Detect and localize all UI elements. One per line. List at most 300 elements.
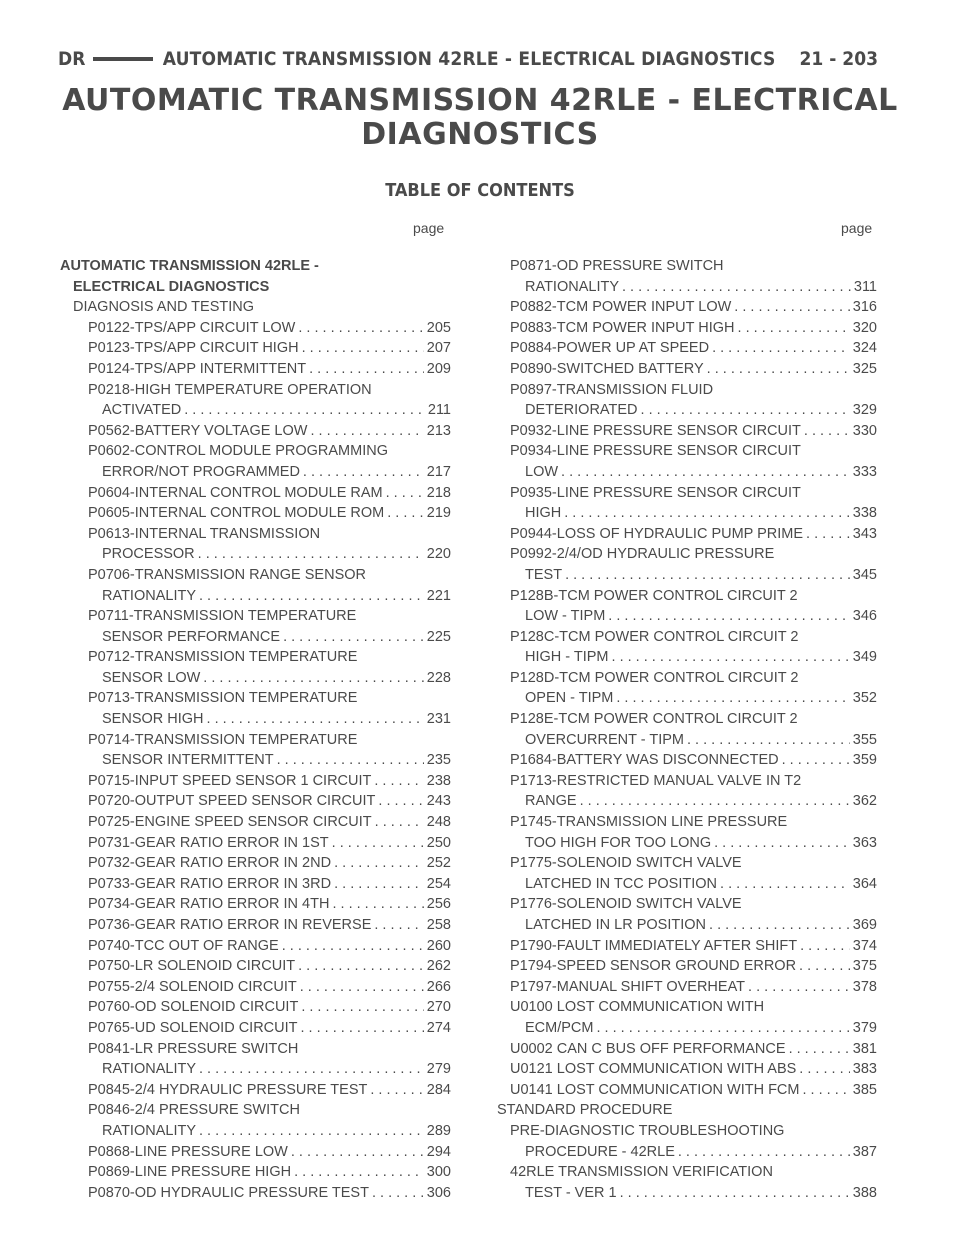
toc-entry-title: P0750-LR SOLENOID CIRCUIT xyxy=(88,958,296,975)
toc-entry[interactable] xyxy=(60,1162,451,1183)
toc-entry-page: 284 xyxy=(426,1081,451,1098)
toc-dot-leader xyxy=(277,750,424,771)
toc-entry-title: SENSOR INTERMITTENT xyxy=(102,752,274,769)
toc-entry-page: 217 xyxy=(426,463,451,480)
toc-dot-leader xyxy=(707,359,850,380)
toc-entry-title: P0733-GEAR RATIO ERROR IN 3RD xyxy=(88,875,332,892)
toc-dot-leader xyxy=(712,338,850,359)
toc-entry[interactable] xyxy=(497,730,877,751)
toc-entry[interactable] xyxy=(60,977,451,998)
toc-entry-title: HIGH - TIPM xyxy=(525,649,609,666)
toc-entry-title: P128B-TCM POWER CONTROL CIRCUIT 2 xyxy=(510,587,798,604)
toc-entry[interactable] xyxy=(60,400,451,421)
toc-dot-leader xyxy=(678,1142,850,1163)
toc-entry[interactable] xyxy=(60,668,451,689)
toc-entry-title: TEST - VER 1 xyxy=(525,1184,617,1201)
toc-dot-leader xyxy=(734,297,850,318)
toc-entry-page: 231 xyxy=(426,711,451,728)
toc-entry[interactable] xyxy=(60,503,451,524)
toc-entry-page: 209 xyxy=(426,360,451,377)
toc-entry[interactable] xyxy=(497,1080,877,1101)
toc-entry[interactable] xyxy=(497,606,877,627)
toc-dot-leader xyxy=(303,462,424,483)
toc-entry-page: 221 xyxy=(426,587,451,604)
toc-dot-leader xyxy=(301,997,423,1018)
toc-entry-title: P0944-LOSS OF HYDRAULIC PUMP PRIME xyxy=(510,525,804,542)
toc-dot-leader xyxy=(301,1018,424,1039)
toc-entry-title: STANDARD PROCEDURE xyxy=(497,1102,673,1119)
toc-entry[interactable] xyxy=(60,462,451,483)
toc-entry-page: 260 xyxy=(426,937,451,954)
toc-entry-title: P0725-ENGINE SPEED SENSOR CIRCUIT xyxy=(88,814,372,831)
toc-entry-title: P1745-TRANSMISSION LINE PRESSURE xyxy=(510,814,788,831)
toc-entry-title: P0604-INTERNAL CONTROL MODULE RAM xyxy=(88,484,383,501)
toc-entry-title: P0882-TCM POWER INPUT LOW xyxy=(510,299,732,316)
left-page-label: page xyxy=(413,220,445,236)
toc-entry[interactable] xyxy=(497,936,877,957)
toc-entry[interactable] xyxy=(60,936,451,957)
toc-entry[interactable] xyxy=(60,256,451,277)
toc-entry-title: P1684-BATTERY WAS DISCONNECTED xyxy=(510,752,779,769)
toc-entry-title: PROCESSOR xyxy=(102,546,195,563)
toc-entry[interactable] xyxy=(60,380,451,401)
toc-dot-leader xyxy=(283,627,424,648)
toc-dot-leader xyxy=(298,318,423,339)
toc-dot-leader xyxy=(714,833,850,854)
toc-entry[interactable] xyxy=(60,318,451,339)
toc-entry-title: P0712-TRANSMISSION TEMPERATURE xyxy=(88,649,358,666)
toc-entry[interactable] xyxy=(497,256,877,277)
toc-entry[interactable] xyxy=(60,750,451,771)
toc-entry-title: LATCHED IN TCC POSITION xyxy=(525,875,718,892)
toc-entry-title: P1794-SPEED SENSOR GROUND ERROR xyxy=(510,958,797,975)
toc-dot-leader xyxy=(370,1080,423,1101)
page-header xyxy=(58,44,878,74)
toc-entry-title: P0765-UD SOLENOID CIRCUIT xyxy=(88,1019,298,1036)
toc-entry-title: RANGE xyxy=(525,793,577,810)
toc-entry-page: 250 xyxy=(426,834,451,851)
toc-entry[interactable] xyxy=(60,874,451,895)
toc-dot-leader xyxy=(748,977,850,998)
toc-entry[interactable] xyxy=(497,647,877,668)
toc-dot-leader xyxy=(309,359,424,380)
toc-entry-title: OVERCURRENT - TIPM xyxy=(525,731,684,748)
toc-entry[interactable] xyxy=(497,400,877,421)
toc-dot-leader xyxy=(372,1183,424,1204)
toc-entry[interactable] xyxy=(497,565,877,586)
toc-entry[interactable] xyxy=(60,709,451,730)
toc-entry-title: RATIONALITY xyxy=(525,278,619,295)
toc-dot-leader xyxy=(799,1059,850,1080)
toc-entry[interactable] xyxy=(60,1080,451,1101)
toc-heading: TABLE OF CONTENTS xyxy=(385,180,575,201)
toc-dot-leader xyxy=(561,462,850,483)
toc-entry-title: P1797-MANUAL SHIFT OVERHEAT xyxy=(510,978,746,995)
toc-entry-page: 274 xyxy=(426,1019,451,1036)
toc-entry[interactable] xyxy=(60,771,451,792)
toc-entry-title: ECM/PCM xyxy=(525,1019,594,1036)
toc-entry-title: TEST xyxy=(525,566,563,583)
toc-dot-leader xyxy=(374,771,423,792)
toc-dot-leader xyxy=(387,503,424,524)
toc-entry-title: P0123-TPS/APP CIRCUIT HIGH xyxy=(88,340,299,357)
toc-entry-title: ACTIVATED xyxy=(102,402,182,419)
toc-entry[interactable] xyxy=(60,1100,451,1121)
toc-entry[interactable] xyxy=(60,421,451,442)
toc-entry-title: SENSOR LOW xyxy=(102,669,201,686)
toc-dot-leader xyxy=(789,1039,850,1060)
toc-entry-page: 213 xyxy=(426,422,451,439)
toc-entry-title: P1776-SOLENOID SWITCH VALVE xyxy=(510,896,742,913)
toc-entry-page: 338 xyxy=(852,505,877,522)
toc-entry-page: 205 xyxy=(426,319,451,336)
toc-entry-title: P0870-OD HYDRAULIC PRESSURE TEST xyxy=(88,1184,369,1201)
toc-dot-leader xyxy=(334,853,424,874)
toc-entry[interactable] xyxy=(60,1059,451,1080)
document-title-line-2: DIAGNOSTICS xyxy=(361,117,599,152)
toc-entry-page: 262 xyxy=(426,958,451,975)
toc-entry[interactable] xyxy=(60,1121,451,1142)
toc-entry-page: 387 xyxy=(852,1143,877,1160)
toc-entry[interactable] xyxy=(60,1039,451,1060)
toc-entry-title: P0845-2/4 HYDRAULIC PRESSURE TEST xyxy=(88,1081,368,1098)
right-page-label: page xyxy=(841,220,873,236)
toc-dot-leader xyxy=(622,277,851,298)
toc-entry[interactable] xyxy=(497,956,877,977)
toc-entry-title: P0932-LINE PRESSURE SENSOR CIRCUIT xyxy=(510,422,801,439)
toc-entry-title: LOW - TIPM xyxy=(525,608,606,625)
toc-dot-leader xyxy=(564,503,850,524)
toc-entry-page: 228 xyxy=(426,669,451,686)
toc-dot-leader xyxy=(782,750,850,771)
toc-entry-title: P0731-GEAR RATIO ERROR IN 1ST xyxy=(88,834,329,851)
toc-right-column xyxy=(497,256,877,1203)
toc-entry-page: 306 xyxy=(426,1184,451,1201)
toc-dot-leader xyxy=(300,977,424,998)
toc-entry-title: RATIONALITY xyxy=(102,587,196,604)
toc-entry-page: 363 xyxy=(852,834,877,851)
toc-entry-title: P128E-TCM POWER CONTROL CIRCUIT 2 xyxy=(510,711,798,728)
toc-entry-title: HIGH xyxy=(525,505,562,522)
toc-entry-title: TOO HIGH FOR TOO LONG xyxy=(525,834,712,851)
toc-dot-leader xyxy=(720,874,850,895)
toc-entry-title: P0713-TRANSMISSION TEMPERATURE xyxy=(88,690,358,707)
toc-entry[interactable] xyxy=(497,977,877,998)
toc-dot-leader xyxy=(612,647,850,668)
toc-entry-page: 333 xyxy=(852,463,877,480)
toc-entry[interactable] xyxy=(60,359,451,380)
toc-entry[interactable] xyxy=(497,997,877,1018)
toc-entry-title: P0602-CONTROL MODULE PROGRAMMING xyxy=(88,443,388,460)
toc-entry-title: P0711-TRANSMISSION TEMPERATURE xyxy=(88,608,357,625)
toc-entry[interactable] xyxy=(497,1121,877,1142)
toc-entry[interactable] xyxy=(60,956,451,977)
toc-entry-page: 316 xyxy=(852,299,877,316)
toc-entry-title: P0871-OD PRESSURE SWITCH xyxy=(510,258,724,274)
toc-entry-page: 235 xyxy=(426,752,451,769)
toc-entry-title: ELECTRICAL DIAGNOSTICS xyxy=(73,278,270,295)
toc-entry[interactable] xyxy=(497,524,877,545)
toc-dot-leader xyxy=(207,709,424,730)
toc-entry-title: P0841-LR PRESSURE SWITCH xyxy=(88,1040,299,1057)
toc-dot-leader xyxy=(332,894,423,915)
toc-entry-title: RATIONALITY xyxy=(102,1122,196,1139)
toc-entry-title: U0100 LOST COMMUNICATION WITH xyxy=(510,999,765,1016)
toc-entry[interactable] xyxy=(60,565,451,586)
header-section-code: DR xyxy=(58,48,86,70)
toc-entry[interactable] xyxy=(497,1183,877,1204)
toc-entry[interactable] xyxy=(60,791,451,812)
toc-entry-page: 320 xyxy=(852,319,877,336)
toc-entry[interactable] xyxy=(497,668,877,689)
toc-entry-title: P0720-OUTPUT SPEED SENSOR CIRCUIT xyxy=(88,793,376,810)
toc-dot-leader xyxy=(804,421,850,442)
toc-entry-page: 388 xyxy=(852,1184,877,1201)
toc-entry-title: AUTOMATIC TRANSMISSION 42RLE - xyxy=(60,258,319,274)
toc-entry[interactable] xyxy=(497,709,877,730)
toc-entry-page: 329 xyxy=(852,402,877,419)
header-page-number: 21 - 203 xyxy=(799,48,878,70)
toc-entry-title: P0884-POWER UP AT SPEED xyxy=(510,340,710,357)
toc-entry-title: P0846-2/4 PRESSURE SWITCH xyxy=(88,1102,300,1119)
toc-entry-page: 355 xyxy=(852,731,877,748)
toc-entry[interactable] xyxy=(60,627,451,648)
toc-dot-leader xyxy=(302,338,424,359)
toc-dot-leader xyxy=(800,936,850,957)
document-title xyxy=(0,84,960,152)
toc-entry[interactable] xyxy=(497,318,877,339)
toc-entry[interactable] xyxy=(497,750,877,771)
toc-entry[interactable] xyxy=(60,441,451,462)
toc-entry-title: P0890-SWITCHED BATTERY xyxy=(510,360,704,377)
toc-entry-page: 266 xyxy=(426,978,451,995)
toc-dot-leader xyxy=(799,956,850,977)
toc-entry-page: 300 xyxy=(426,1164,451,1181)
toc-entry-page: 374 xyxy=(852,937,877,954)
toc-entry-title: P0714-TRANSMISSION TEMPERATURE xyxy=(88,731,358,748)
toc-entry-title: P0605-INTERNAL CONTROL MODULE ROM xyxy=(88,505,385,522)
toc-entry[interactable] xyxy=(497,1100,877,1121)
toc-entry[interactable] xyxy=(497,544,877,565)
toc-entry-title: P0883-TCM POWER INPUT HIGH xyxy=(510,319,735,336)
toc-entry[interactable] xyxy=(497,874,877,895)
toc-entry[interactable] xyxy=(497,627,877,648)
toc-entry-page: 349 xyxy=(852,649,877,666)
toc-entry-title: P0992-2/4/OD HYDRAULIC PRESSURE xyxy=(510,546,775,563)
toc-entry-title: PROCEDURE - 42RLE xyxy=(525,1143,675,1160)
toc-entry-title: 42RLE TRANSMISSION VERIFICATION xyxy=(510,1164,773,1181)
toc-entry-page: 343 xyxy=(852,525,877,542)
toc-entry-title: P1790-FAULT IMMEDIATELY AFTER SHIFT xyxy=(510,937,798,954)
toc-dot-leader xyxy=(608,606,850,627)
toc-dot-leader xyxy=(616,688,849,709)
toc-entry-title: U0121 LOST COMMUNICATION WITH ABS xyxy=(510,1061,797,1078)
toc-entry-page: 330 xyxy=(852,422,877,439)
toc-entry[interactable] xyxy=(60,833,451,854)
toc-dot-leader xyxy=(310,421,423,442)
toc-dot-leader xyxy=(386,483,424,504)
toc-entry[interactable] xyxy=(497,915,877,936)
toc-entry[interactable] xyxy=(497,483,877,504)
toc-entry[interactable] xyxy=(60,606,451,627)
toc-entry-title: P0218-HIGH TEMPERATURE OPERATION xyxy=(88,381,372,398)
toc-entry-page: 324 xyxy=(852,340,877,357)
toc-dot-leader xyxy=(291,1142,424,1163)
toc-entry-page: 254 xyxy=(426,875,451,892)
toc-entry-title: P0706-TRANSMISSION RANGE SENSOR xyxy=(88,566,366,583)
toc-entry[interactable] xyxy=(497,1059,877,1080)
toc-entry[interactable] xyxy=(60,277,451,298)
toc-entry[interactable] xyxy=(60,1142,451,1163)
toc-entry[interactable] xyxy=(60,853,451,874)
toc-entry-page: 383 xyxy=(852,1061,877,1078)
toc-dot-leader xyxy=(806,524,850,545)
toc-entry-page: 379 xyxy=(852,1019,877,1036)
toc-entry[interactable] xyxy=(497,380,877,401)
toc-left-column xyxy=(60,256,451,1203)
toc-entry-title: OPEN - TIPM xyxy=(525,690,614,707)
toc-entry[interactable] xyxy=(60,688,451,709)
toc-entry-page: 325 xyxy=(852,360,877,377)
toc-entry[interactable] xyxy=(60,730,451,751)
toc-entry-title: P0760-OD SOLENOID CIRCUIT xyxy=(88,999,299,1016)
toc-entry-title: P0736-GEAR RATIO ERROR IN REVERSE xyxy=(88,917,372,933)
toc-entry[interactable] xyxy=(60,997,451,1018)
toc-dot-leader xyxy=(738,318,850,339)
toc-entry-page: 375 xyxy=(852,958,877,975)
toc-entry-title: SENSOR HIGH xyxy=(102,711,204,728)
toc-dot-leader xyxy=(199,1059,424,1080)
toc-dot-leader xyxy=(199,1121,424,1142)
toc-entry-title: P0124-TPS/APP INTERMITTENT xyxy=(88,360,307,377)
toc-entry-page: 378 xyxy=(852,978,877,995)
toc-entry[interactable] xyxy=(497,688,877,709)
toc-entry[interactable] xyxy=(497,421,877,442)
toc-entry[interactable] xyxy=(497,1142,877,1163)
toc-dot-leader xyxy=(378,791,423,812)
toc-dot-leader xyxy=(375,812,424,833)
toc-entry[interactable] xyxy=(497,812,877,833)
toc-entry[interactable] xyxy=(497,277,877,298)
toc-entry-title: PRE-DIAGNOSTIC TROUBLESHOOTING xyxy=(510,1122,785,1139)
toc-entry-title: LOW xyxy=(525,463,559,480)
toc-entry-page: 219 xyxy=(426,505,451,522)
toc-entry-page: 225 xyxy=(426,628,451,645)
toc-dot-leader xyxy=(199,586,424,607)
toc-entry-title: P128C-TCM POWER CONTROL CIRCUIT 2 xyxy=(510,628,799,645)
toc-entry-page: 364 xyxy=(852,875,877,892)
toc-entry-title: P128D-TCM POWER CONTROL CIRCUIT 2 xyxy=(510,669,799,686)
toc-entry[interactable] xyxy=(60,1183,451,1204)
toc-dot-leader xyxy=(641,400,850,421)
toc-entry-page: 256 xyxy=(426,896,451,913)
toc-dot-leader xyxy=(802,1080,849,1101)
toc-entry-title: LATCHED IN LR POSITION xyxy=(525,917,707,933)
toc-entry[interactable] xyxy=(497,833,877,854)
toc-entry[interactable] xyxy=(497,1018,877,1039)
toc-entry-title: P0732-GEAR RATIO ERROR IN 2ND xyxy=(88,855,332,872)
toc-dot-leader xyxy=(294,1162,424,1183)
toc-entry-title: P1713-RESTRICTED MANUAL VALVE IN T2 xyxy=(510,772,802,789)
toc-entry-title: P0897-TRANSMISSION FLUID xyxy=(510,381,714,398)
toc-entry-title: P0868-LINE PRESSURE LOW xyxy=(88,1143,288,1160)
toc-entry-title: DIAGNOSIS AND TESTING xyxy=(73,299,255,316)
toc-dot-leader xyxy=(332,833,424,854)
toc-entry[interactable] xyxy=(497,586,877,607)
toc-dot-leader xyxy=(687,730,850,751)
toc-entry[interactable] xyxy=(60,338,451,359)
toc-entry-title: P0755-2/4 SOLENOID CIRCUIT xyxy=(88,978,297,995)
toc-entry[interactable] xyxy=(497,771,877,792)
toc-entry-title: P0869-LINE PRESSURE HIGH xyxy=(88,1164,292,1181)
toc-dot-leader xyxy=(298,956,424,977)
toc-entry-title: DETERIORATED xyxy=(525,402,638,419)
toc-entry[interactable] xyxy=(60,894,451,915)
toc-dot-leader xyxy=(374,915,423,936)
toc-entry-title: P0740-TCC OUT OF RANGE xyxy=(88,937,279,954)
toc-entry-page: 385 xyxy=(852,1081,877,1098)
toc-entry[interactable] xyxy=(60,544,451,565)
toc-entry-page: 346 xyxy=(852,608,877,625)
toc-entry-page: 279 xyxy=(426,1061,451,1078)
toc-entry[interactable] xyxy=(497,297,877,318)
toc-entry-title: U0141 LOST COMMUNICATION WITH FCM xyxy=(510,1081,800,1098)
toc-entry[interactable] xyxy=(497,359,877,380)
toc-entry[interactable] xyxy=(60,647,451,668)
document-title-line-1: AUTOMATIC TRANSMISSION 42RLE - ELECTRICAL xyxy=(62,83,898,118)
toc-entry[interactable] xyxy=(497,441,877,462)
toc-entry-page: 252 xyxy=(426,855,451,872)
toc-entry-page: 289 xyxy=(426,1122,451,1139)
toc-entry[interactable] xyxy=(60,586,451,607)
toc-dot-leader xyxy=(596,1018,849,1039)
toc-entry[interactable] xyxy=(497,894,877,915)
toc-entry[interactable] xyxy=(60,524,451,545)
toc-entry[interactable] xyxy=(497,853,877,874)
toc-entry-page: 369 xyxy=(852,917,877,933)
toc-entry[interactable] xyxy=(60,483,451,504)
toc-entry-title: P0613-INTERNAL TRANSMISSION xyxy=(88,525,321,542)
toc-entry[interactable] xyxy=(497,1039,877,1060)
toc-dot-leader xyxy=(198,544,424,565)
header-title: AUTOMATIC TRANSMISSION 42RLE - ELECTRICAL DIAGNOSTICS xyxy=(162,48,776,70)
toc-dot-leader xyxy=(334,874,424,895)
toc-entry[interactable] xyxy=(60,1018,451,1039)
toc-entry[interactable] xyxy=(497,503,877,524)
toc-entry-page: 248 xyxy=(426,814,451,831)
header-rule xyxy=(93,57,152,61)
toc-entry-page: 218 xyxy=(426,484,451,501)
toc-entry-page: 381 xyxy=(852,1040,877,1057)
toc-entry[interactable] xyxy=(497,1162,877,1183)
toc-dot-leader xyxy=(709,915,850,936)
toc-entry-title: P0934-LINE PRESSURE SENSOR CIRCUIT xyxy=(510,443,801,460)
toc-dot-leader xyxy=(580,791,850,812)
toc-entry-title: P0935-LINE PRESSURE SENSOR CIRCUIT xyxy=(510,484,801,501)
toc-entry-title: RATIONALITY xyxy=(102,1061,196,1078)
toc-dot-leader xyxy=(565,565,850,586)
toc-entry[interactable] xyxy=(497,791,877,812)
toc-entry-title: P1775-SOLENOID SWITCH VALVE xyxy=(510,855,742,872)
toc-entry-page: 258 xyxy=(426,917,451,933)
toc-entry[interactable] xyxy=(497,338,877,359)
toc-entry[interactable] xyxy=(60,297,451,318)
toc-dot-leader xyxy=(203,668,424,689)
toc-entry-page: 352 xyxy=(852,690,877,707)
toc-entry[interactable] xyxy=(60,915,451,936)
toc-entry[interactable] xyxy=(60,812,451,833)
toc-entry[interactable] xyxy=(497,462,877,483)
